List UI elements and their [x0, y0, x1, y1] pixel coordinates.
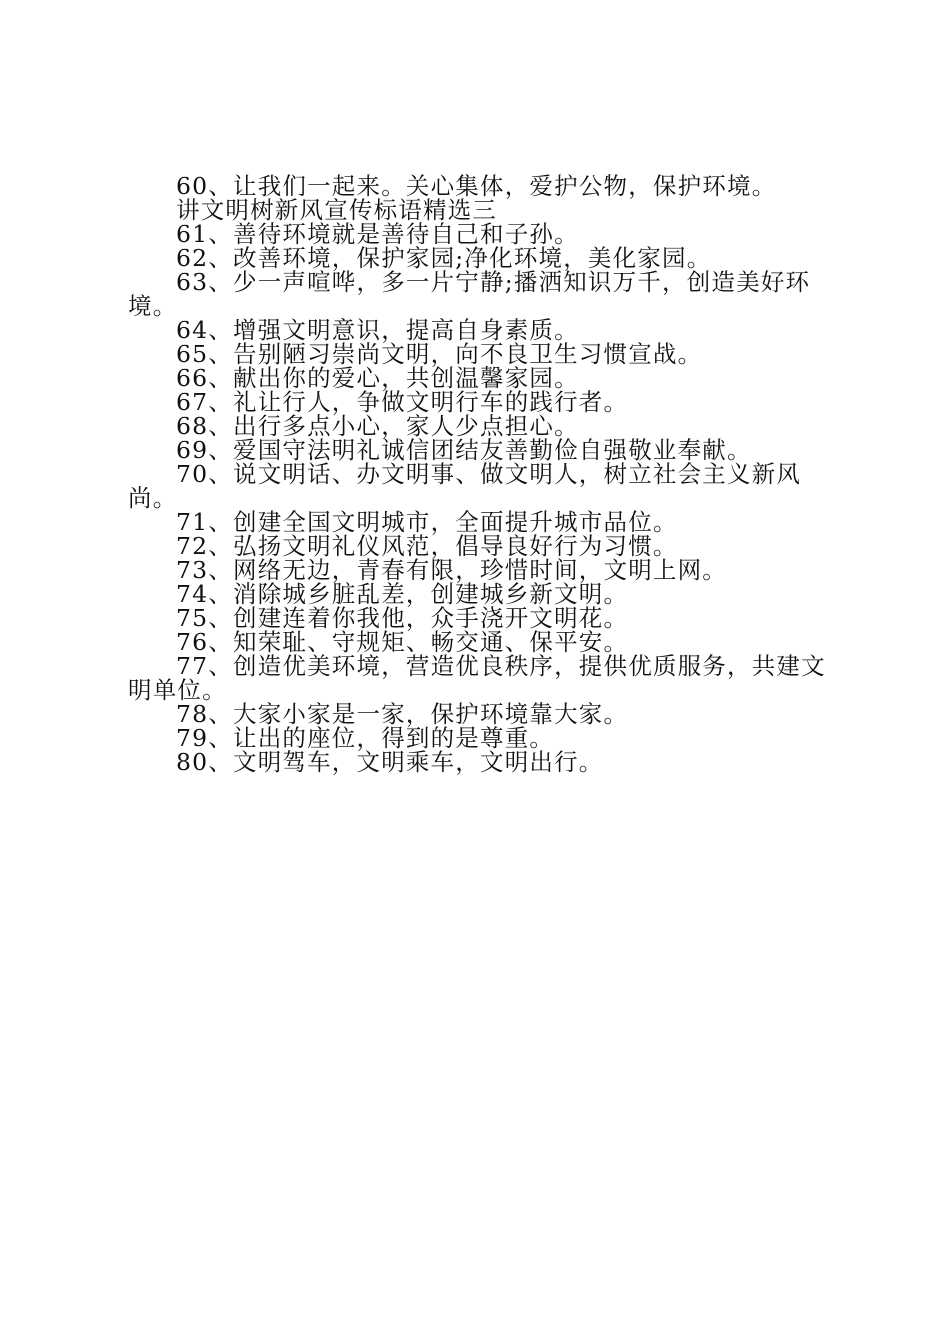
text-line: 72、弘扬文明礼仪风范，倡导良好行为习惯。 [176, 532, 678, 560]
text-line: 61、善待环境就是善待自己和子孙。 [176, 220, 579, 248]
text-line: 67、礼让行人，争做文明行车的践行者。 [176, 388, 629, 416]
text-line: 79、让出的座位，得到的是尊重。 [176, 724, 555, 752]
text-line: 77、创造优美环境，营造优良秩序，提供优质服务，共建文明单位。 [128, 652, 826, 704]
text-line: 60、让我们一起来。关心集体，爱护公物，保护环境。 [176, 172, 777, 200]
text-line: 69、爱国守法明礼诚信团结友善勤俭自强敬业奉献。 [176, 436, 752, 464]
text-line: 80、文明驾车，文明乘车，文明出行。 [176, 748, 604, 776]
text-line: 68、出行多点小心，家人少点担心。 [176, 412, 579, 440]
text-line: 62、改善环境，保护家园;净化环境，美化家园。 [176, 244, 712, 272]
text-line: 75、创建连着你我他，众手浇开文明花。 [176, 604, 629, 632]
text-line: 65、告别陋习崇尚文明，向不良卫生习惯宣战。 [176, 340, 703, 368]
text-line: 70、说文明话、办文明事、做文明人，树立社会主义新风尚。 [128, 460, 802, 512]
section-heading: 讲文明树新风宣传标语精选三 [176, 196, 498, 224]
document-body [128, 174, 834, 774]
text-line: 66、献出你的爱心，共创温馨家园。 [176, 364, 579, 392]
text-line: 64、增强文明意识，提高自身素质。 [176, 316, 579, 344]
text-line: 74、消除城乡脏乱差，创建城乡新文明。 [176, 580, 629, 608]
text-line: 76、知荣耻、守规矩、畅交通、保平安。 [176, 628, 629, 656]
text-line: 63、少一声喧哗，多一片宁静;播洒知识万千，创造美好环境。 [128, 268, 811, 320]
text-line: 73、网络无边，青春有限，珍惜时间，文明上网。 [176, 556, 728, 584]
text-line: 78、大家小家是一家，保护环境靠大家。 [176, 700, 629, 728]
text-line: 71、创建全国文明城市，全面提升城市品位。 [176, 508, 678, 536]
